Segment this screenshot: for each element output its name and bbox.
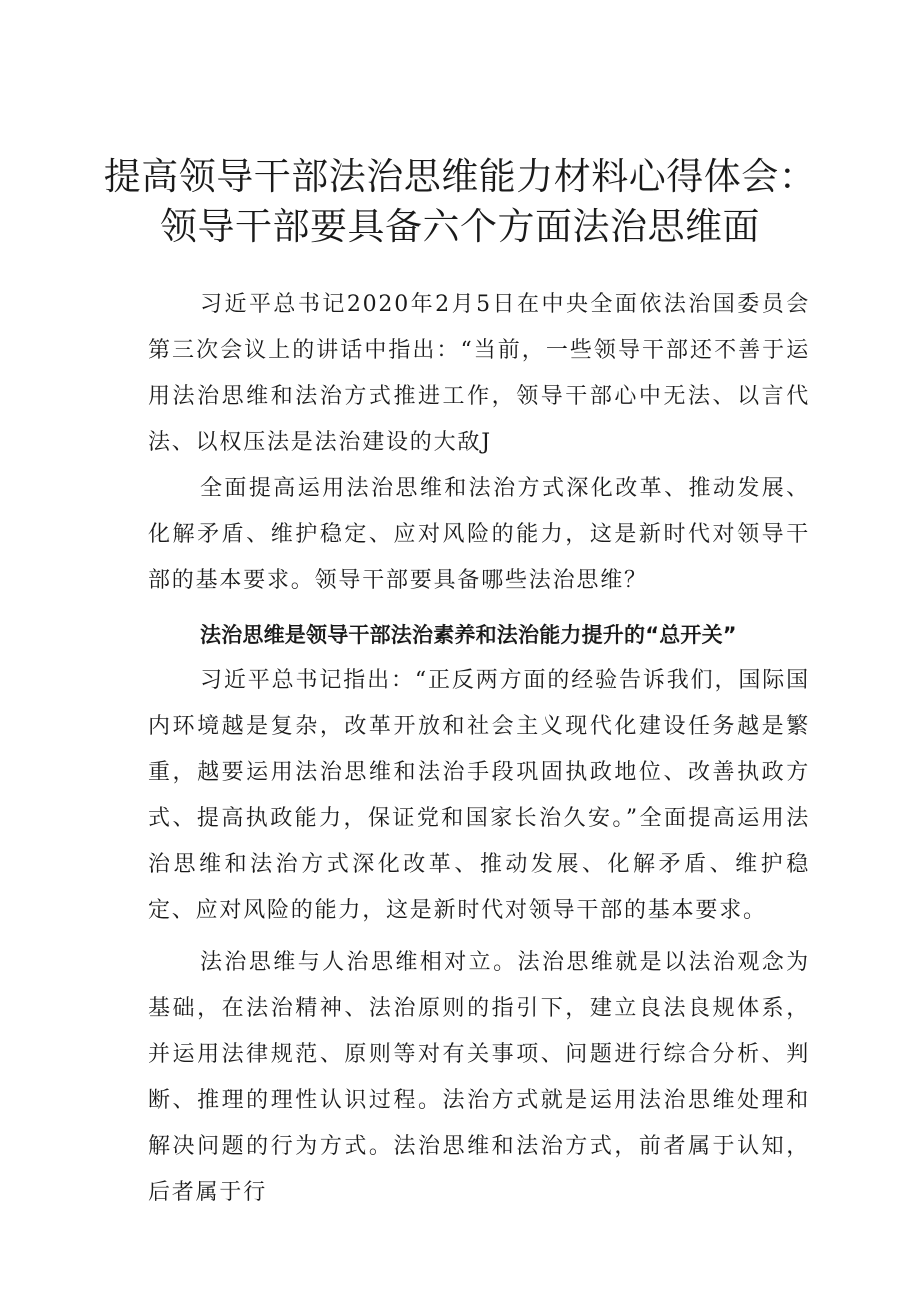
paragraph-requirement: 全面提高运用法治思维和法治方式深化改革、推动发展、化解矛盾、维护稳定、应对风险的能力，这是新时代对领导干部的基本要求。领导干部要具备哪些法治思维？	[148, 476, 810, 593]
paragraph-intro: 习近平总书记2020年2月5日在中央全面依法治国委员会第三次会议上的讲话中指出：“当前，一些领导干部还不善于运用法治思维和法治方式推进工作，领导干部心中无法、以言代法、以权压法是法治建设的大敌J	[148, 292, 810, 455]
paragraph-definition: 法治思维与人治思维相对立。法治思维就是以法治观念为基础，在法治精神、法治原则的指引下，建立良法良规体系，并运用法律规范、原则等对有关事项、问题进行综合分析、判断、推理的理性认识过程。法治方式就是运用法治思维处理和解决问题的行为方式。法治思维和法治方式，前者属于认知，后者属于行	[148, 950, 810, 1205]
title-line-1: 提高领导干部法治思维能力材料心得体会：	[103, 155, 817, 198]
title-line-2: 领导干部要具备六个方面法治思维面	[160, 205, 760, 248]
section-heading: 法治思维是领导干部法治素养和法治能力提升的“总开关”	[200, 623, 737, 647]
document-body	[148, 282, 810, 1216]
document-title	[100, 152, 820, 252]
paragraph-quote: 习近平总书记指出：“正反两方面的经验告诉我们，国际国内环境越是复杂，改革开放和社会主义现代化建设任务越是繁重，越要运用法治思维和法治手段巩固执政地位、改善执政方式、提高执政能力，保证党和国家长治久安。”全面提高运用法治思维和法治方式深化改革、推动发展、化解矛盾、维护稳定、应对风险的能力，这是新时代对领导干部的基本要求。	[148, 668, 810, 923]
